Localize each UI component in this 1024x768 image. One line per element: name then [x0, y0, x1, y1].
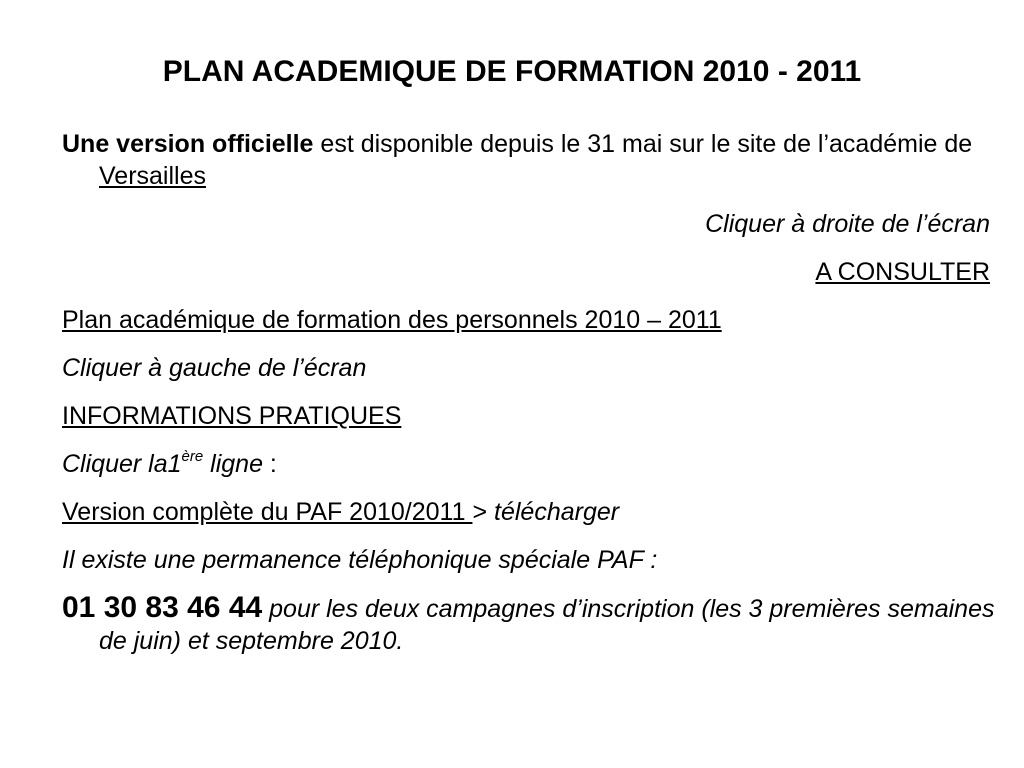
a-consulter-link[interactable]: A CONSULTER: [815, 258, 990, 286]
arrow-separator: >: [472, 498, 488, 526]
click-first-line-text: Cliquer la1: [62, 450, 182, 478]
informations-paragraph: [62, 400, 996, 432]
ordinal-superscript: ère: [181, 447, 204, 465]
a-consulter-paragraph: [62, 256, 996, 288]
official-version-bold: Une version officielle: [62, 130, 314, 158]
official-version-text: est disponible depuis le 31 mai sur le site de l’académie de: [313, 130, 973, 158]
click-left-instruction: Cliquer à gauche de l’écran: [62, 354, 367, 382]
phone-details: pour les deux campagnes d’inscription (les 3 premières semaines de juin) et septembre 2010.: [99, 595, 995, 655]
informations-pratiques-link[interactable]: INFORMATIONS PRATIQUES: [62, 402, 402, 430]
version-complete-paragraph: [62, 496, 996, 528]
click-first-line-end: ligne: [203, 450, 263, 478]
click-first-line-paragraph: [62, 448, 996, 480]
slide-content: [62, 128, 996, 673]
phone-number: 01 30 83 46 44: [62, 591, 263, 624]
versailles-link[interactable]: Versailles: [99, 162, 206, 190]
telecharger-text: télécharger: [487, 498, 620, 526]
click-first-line-colon: :: [262, 450, 277, 478]
plan-paragraph: [62, 304, 996, 336]
click-right-instruction: Cliquer à droite de l’écran: [705, 210, 990, 238]
slide-title: PLAN ACADEMIQUE DE FORMATION 2010 - 2011: [162, 55, 862, 88]
permanence-paragraph: Il existe une permanence téléphonique spéciale PAF :: [62, 546, 658, 574]
phone-paragraph: [62, 592, 996, 657]
version-complete-link[interactable]: Version complète du PAF 2010/2011: [62, 498, 473, 526]
plan-academique-link[interactable]: Plan académique de formation des personnels 2010 – 2011: [62, 306, 722, 334]
official-version-paragraph: [62, 128, 996, 192]
